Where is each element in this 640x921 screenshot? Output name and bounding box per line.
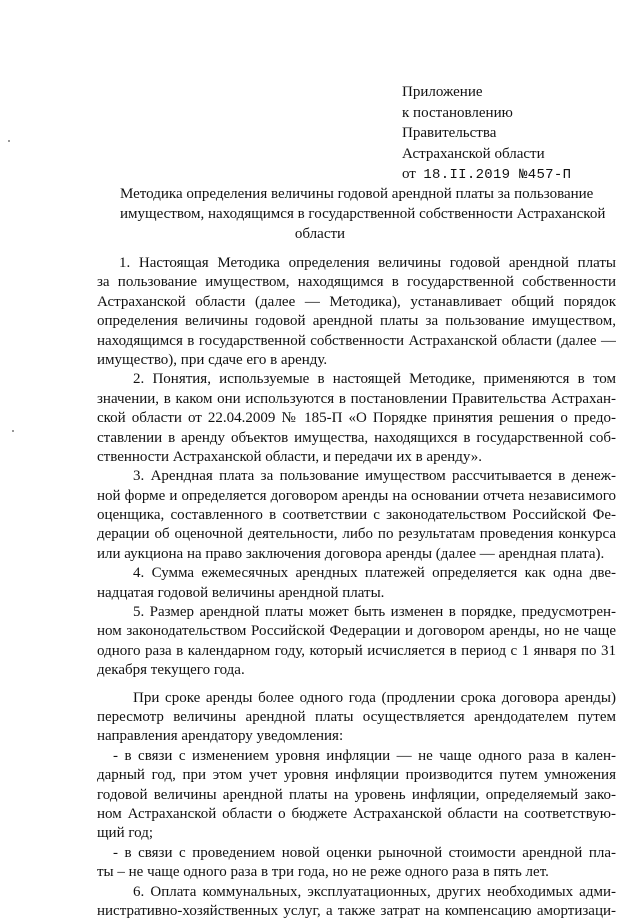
appendix-line: Астраханской области xyxy=(402,145,545,162)
title-line: Методика определения величины годовой арендной платы за пользование xyxy=(120,186,594,202)
paragraph-line: ном Астраханской области о бюджете Астраханской области на соответствую- xyxy=(97,805,616,822)
paragraph-line: щий год; xyxy=(97,825,154,842)
paragraph-line: определения величины годовой арендной платы за пользование имуществом, xyxy=(97,313,616,330)
paragraph-line: 2. Понятия, используемые в настоящей Методике, применяются в том xyxy=(133,371,616,388)
paragraph-line: одного раза в календарном году, который исчисляется в период с 1 января по 31 xyxy=(97,642,616,659)
paragraph-line: ном законодательством Российской Федерации и договором аренды, но не чаще xyxy=(97,623,616,640)
date-prefix: от xyxy=(402,166,416,183)
paragraph-line: значении, в каком они используются в постановлении Правительства Астрахан- xyxy=(97,390,616,407)
paragraph-line: дерации об оценочной деятельности, либо по результатам проведения конкурса xyxy=(97,526,616,543)
paragraph-line: оценщика, составленного в соответствии с законодательством Российской Фе- xyxy=(97,507,616,524)
paragraph-line: или аукциона на право заключения договора аренды (далее — арендная плата). xyxy=(97,545,605,562)
document-title xyxy=(120,184,606,244)
paragraph-line: направления арендатору уведомления: xyxy=(97,728,344,745)
appendix-line: к постановлению xyxy=(402,104,513,121)
appendix-block xyxy=(402,82,622,186)
paragraph-line: ской области от 22.04.2009 № 185-П «О Порядке принятия решения о предо- xyxy=(97,410,616,427)
paragraph-line: надцатая годовой величины арендной платы. xyxy=(97,584,385,601)
appendix-line: Правительства xyxy=(402,125,497,142)
paragraph-line: находящимся в государственной собственности Астраханской области (далее — xyxy=(97,332,616,349)
title-line: области xyxy=(294,226,346,242)
paragraph-line: ты – не чаще одного раза в три года, но не реже одного раза в пять лет. xyxy=(97,864,549,881)
paragraph-line: за пользование имуществом, находящимся в государственной собственности xyxy=(97,274,616,291)
appendix-date xyxy=(402,164,622,186)
paragraph-line: - в связи с проведением новой оценки рыночной стоимости арендной пла- xyxy=(113,844,616,861)
paragraph-line: имущество), при сдаче его в аренду. xyxy=(97,351,328,368)
paragraph-line: годовой величины арендной платы на уровень инфляции, определяемый зако- xyxy=(97,786,616,803)
paragraph-line: декабря текущего года. xyxy=(97,662,245,679)
paragraph-line: ной форме и определяется договором аренды на основании отчета независимого xyxy=(97,487,616,504)
paragraph-line: Астраханской области (далее — Методика), устанавливает общий порядок xyxy=(97,293,616,310)
paragraph-line: 4. Сумма ежемесячных арендных платежей определяется как одна две- xyxy=(133,565,616,582)
scan-speck xyxy=(12,430,14,432)
paragraph-line: пересмотр величины арендной платы осуществляется арендодателем путем xyxy=(97,708,616,725)
paragraph-line: дарный год, при этом учет уровня инфляции производится путем умножения xyxy=(97,767,616,784)
paragraph-line: 5. Размер арендной платы может быть изменен в порядке, предусмотрен- xyxy=(133,604,616,621)
paragraph-line: При сроке аренды более одного года (продлении срока договора аренды) xyxy=(133,689,616,706)
document-body xyxy=(97,254,616,921)
paragraph-line: 6. Оплата коммунальных, эксплуатационных, других необходимых адми- xyxy=(133,883,616,900)
paragraph-line: ставлении в аренду объектов имущества, находящихся в государственной соб- xyxy=(97,429,616,446)
paragraph-line: 1. Настоящая Методика определения величины годовой арендной платы xyxy=(119,255,616,271)
paragraph-line: нистративно-хозяйственных услуг, а также затрат на компенсацию амортизаци- xyxy=(97,902,616,919)
paragraph-line: 3. Арендная плата за пользование имуществом рассчитывается в денеж- xyxy=(133,468,616,485)
date-number: 18.II.2019 №457-П xyxy=(423,167,572,184)
scan-speck xyxy=(8,140,10,142)
appendix-line: Приложение xyxy=(402,84,483,100)
title-line: имуществом, находящимся в государственной собственности Астраханской xyxy=(120,206,606,222)
paragraph-line: ственности Астраханской области, и передачи их в аренду». xyxy=(97,448,483,465)
paragraph-line: - в связи с изменением уровня инфляции — не чаще одного раза в кален- xyxy=(113,747,616,764)
